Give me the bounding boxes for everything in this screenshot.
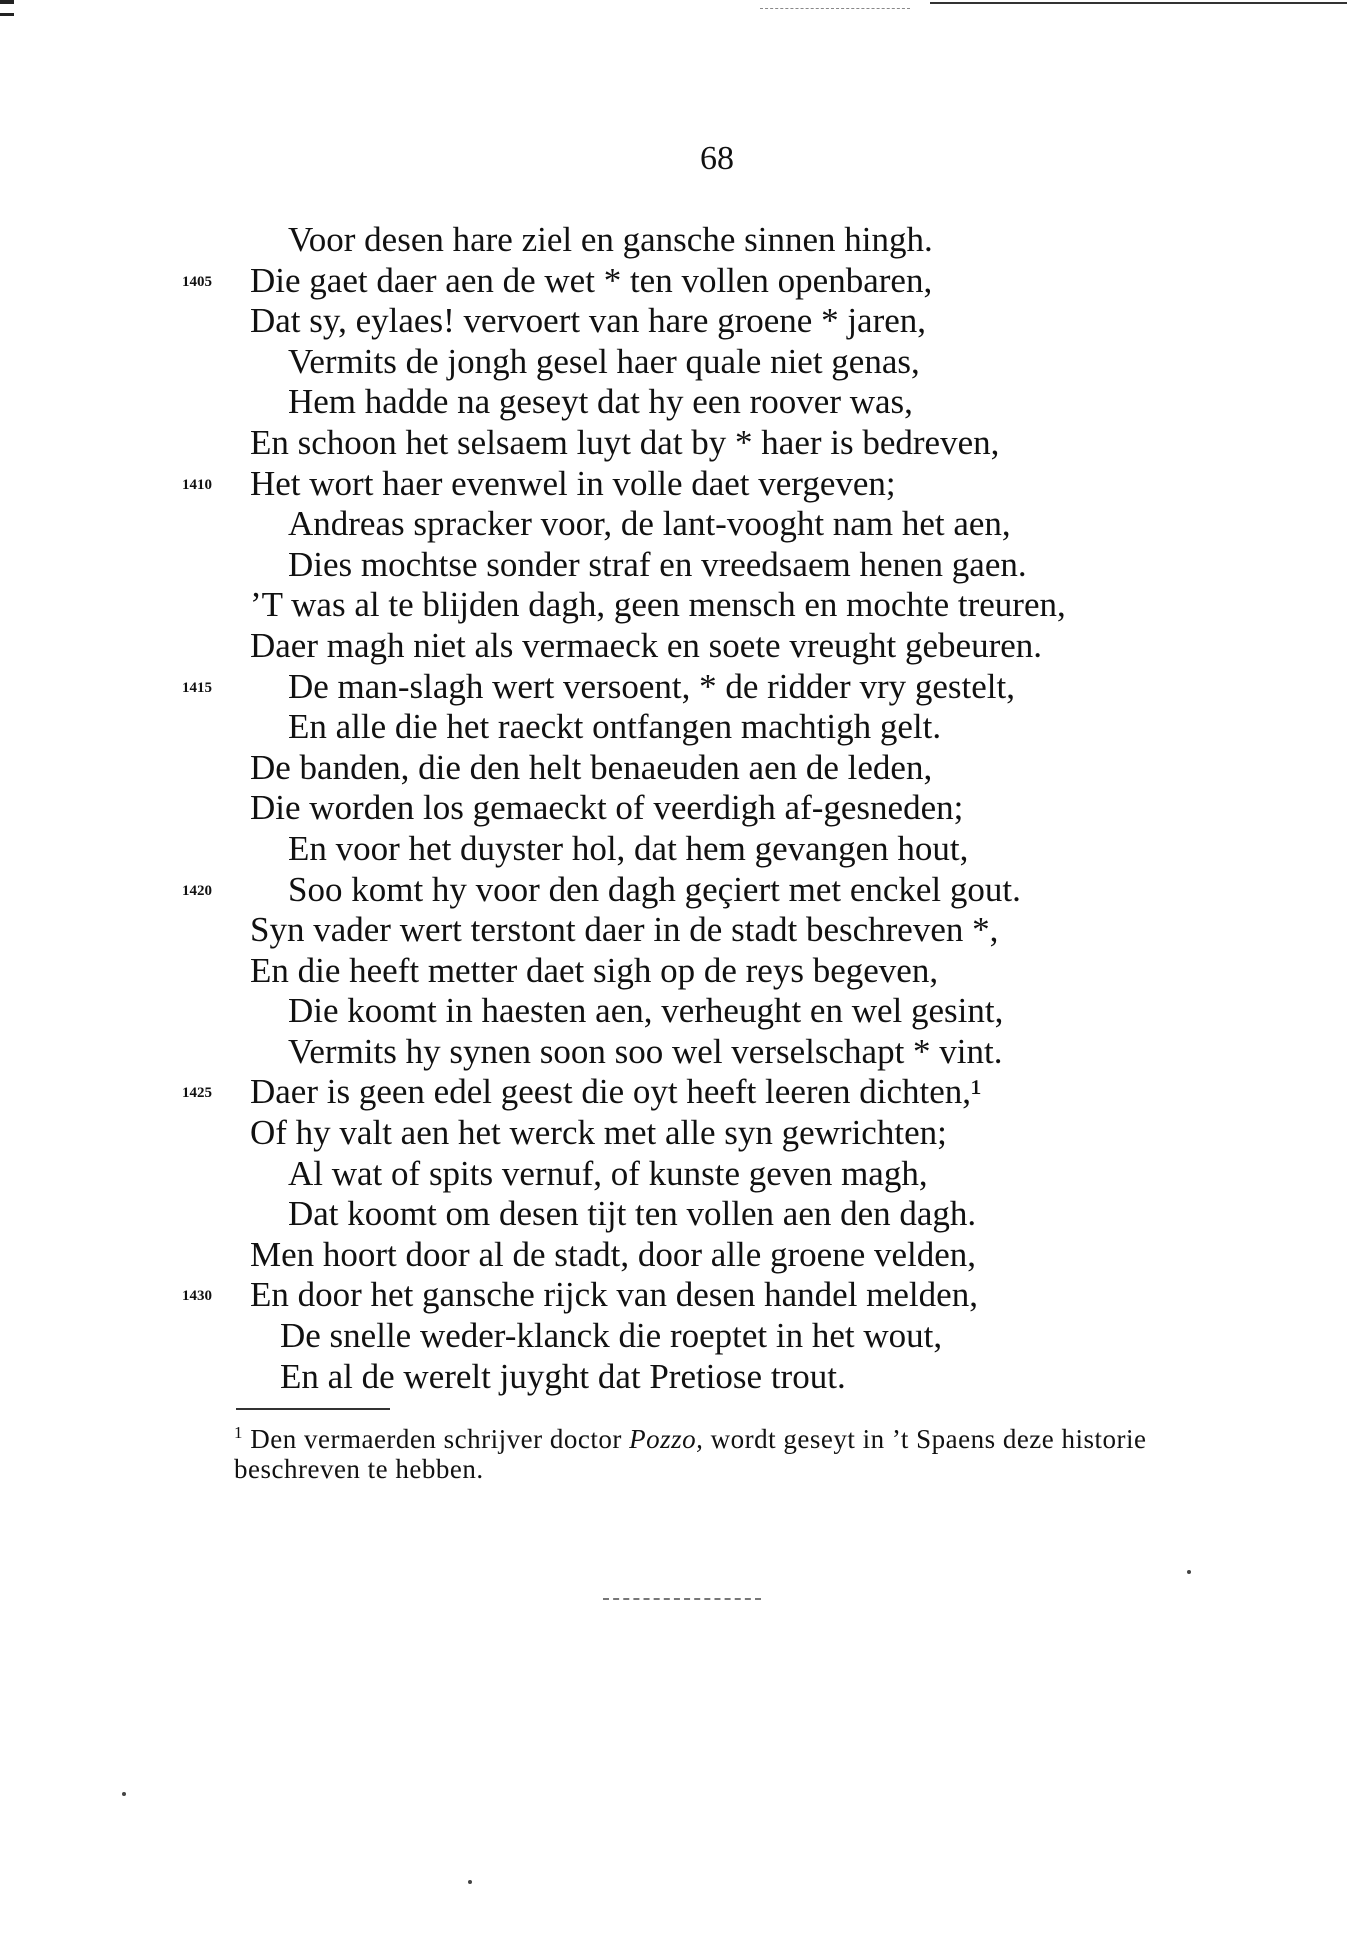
verse-line-text: Andreas spracker voor, de lant-vooght nam het aen,: [288, 504, 1011, 544]
verse-line: [0, 1032, 1347, 1073]
verse-line: [0, 1194, 1347, 1235]
top-rule: [930, 2, 1347, 4]
verse-line: [0, 585, 1347, 626]
verse-line: [0, 1316, 1347, 1357]
footnote-marker: 1: [234, 1423, 243, 1442]
verse-line-text: Men hoort door al de stadt, door alle groene velden,: [250, 1234, 977, 1274]
verse-line-text: Soo komt hy voor den dagh geçiert met enckel gout.: [288, 869, 1021, 909]
verse-line: [0, 667, 1347, 708]
verse-line-text: Syn vader wert terstont daer in de stadt beschreven *,: [250, 910, 999, 950]
top-dashed-rule: [760, 8, 910, 9]
ink-speck: [122, 1792, 126, 1796]
line-number: 1430: [182, 1288, 212, 1305]
footnote-rule: [236, 1408, 390, 1410]
footnote-italic-name: Pozzo,: [629, 1424, 704, 1454]
verse-line-text: Het wort haer evenwel in volle daet vergeven;: [250, 463, 896, 503]
verse-line: [0, 829, 1347, 870]
verse-line: [0, 220, 1347, 261]
verse-line-text: Of hy valt aen het werck met alle syn gewrichten;: [250, 1113, 947, 1153]
line-number: 1415: [182, 679, 212, 696]
line-number: 1420: [182, 882, 212, 899]
verse-line: [0, 707, 1347, 748]
verse-line-text: Dat sy, eylaes! vervoert van hare groene * jaren,: [250, 301, 927, 341]
verse-line-text: ’T was al te blijden dagh, geen mensch en mochte treuren,: [250, 585, 1066, 625]
verse-line: [0, 301, 1347, 342]
verse-line-text: Daer magh niet als vermaeck en soete vreught gebeuren.: [250, 625, 1043, 665]
verse-line-text: Die gaet daer aen de wet * ten vollen openbaren,: [250, 260, 933, 300]
verse-line-text: Die koomt in haesten aen, verheught en wel gesint,: [288, 991, 1004, 1031]
verse-line-text: En die heeft metter daet sigh op de reys begeven,: [250, 950, 939, 990]
verse-line: [0, 423, 1347, 464]
verse-line-text: Vermits de jongh gesel haer quale niet genas,: [288, 341, 920, 381]
line-number: 1405: [182, 273, 212, 290]
verse-block: [0, 220, 1347, 1397]
verse-line-text: De banden, die den helt benaeuden aen de leden,: [250, 747, 933, 787]
verse-line-text: Voor desen hare ziel en gansche sinnen hingh.: [288, 220, 933, 259]
verse-line-text: En schoon het selsaem luyt dat by * haer is bedreven,: [250, 422, 1000, 462]
verse-line-text: Die worden los gemaeckt of veerdigh af-gesneden;: [250, 788, 964, 828]
verse-line: [0, 1072, 1347, 1113]
verse-line: [0, 382, 1347, 423]
verse-line: [0, 464, 1347, 505]
verse-line-text: Al wat of spits vernuf, of kunste geven magh,: [288, 1153, 928, 1193]
verse-line-text: Dat koomt om desen tijt ten vollen aen den dagh.: [288, 1194, 977, 1234]
verse-line: [0, 1113, 1347, 1154]
page-number: 68: [700, 140, 734, 177]
line-number: 1425: [182, 1085, 212, 1102]
verse-line: [0, 545, 1347, 586]
verse-line: [0, 788, 1347, 829]
verse-line: [0, 626, 1347, 667]
corner-mark: [0, 0, 14, 16]
verse-line-text: Vermits hy synen soon soo wel verselschapt * vint.: [288, 1031, 1003, 1071]
verse-line: [0, 504, 1347, 545]
verse-line-text: Daer is geen edel geest die oyt heeft leeren dichten,¹: [250, 1072, 982, 1112]
footnote-text-start: Den vermaerden schrijver doctor: [250, 1424, 630, 1454]
line-number: 1410: [182, 476, 212, 493]
verse-line: [0, 1275, 1347, 1316]
ink-speck: [468, 1880, 472, 1884]
ink-speck: [1187, 1570, 1191, 1574]
verse-line: [0, 1154, 1347, 1195]
verse-line: [0, 1357, 1347, 1398]
verse-line-text: De snelle weder-klanck die roeptet in het wout,: [280, 1316, 943, 1356]
verse-line: [0, 1235, 1347, 1276]
verse-line-text: Hem hadde na geseyt dat hy een roover was,: [288, 382, 913, 422]
verse-line: [0, 342, 1347, 383]
verse-line-text: De man-slagh wert versoent, * de ridder vry gestelt,: [288, 666, 1015, 706]
verse-line-text: Dies mochtse sonder straf en vreedsaem henen gaen.: [288, 544, 1027, 584]
verse-line-text: En alle die het raeckt ontfangen machtigh gelt.: [288, 707, 942, 747]
bottom-dashed-rule: [603, 1598, 761, 1600]
footnote: [234, 1418, 1204, 1484]
verse-line: [0, 748, 1347, 789]
verse-line-text: En voor het duyster hol, dat hem gevangen hout,: [288, 828, 969, 868]
verse-line-text: En door het gansche rijck van desen handel melden,: [250, 1275, 978, 1315]
verse-line: [0, 910, 1347, 951]
footnote-text-end: wordt geseyt in ’t Spaens deze historie beschreven te hebben.: [234, 1424, 1147, 1484]
verse-line: [0, 951, 1347, 992]
verse-line: [0, 991, 1347, 1032]
verse-line-text: En al de werelt juyght dat Pretiose trout.: [280, 1356, 846, 1396]
verse-line: [0, 261, 1347, 302]
verse-line: [0, 870, 1347, 911]
